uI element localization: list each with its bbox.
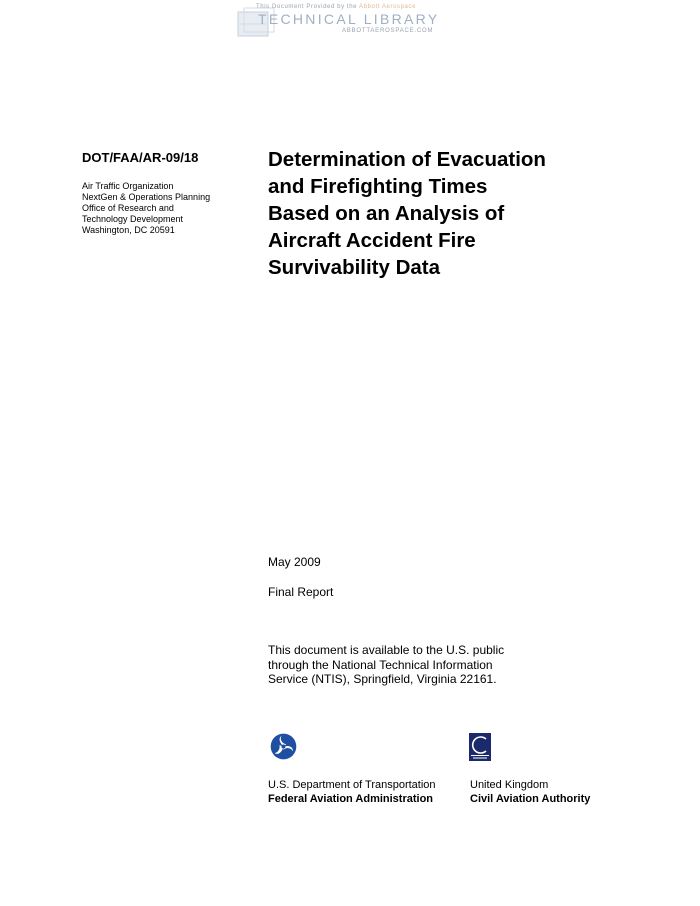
organization-line: NextGen & Operations Planning bbox=[82, 192, 211, 202]
organization-address bbox=[82, 181, 210, 236]
watermark-provided-by: This Document Provided by the Abbott Aerospace bbox=[256, 4, 417, 10]
dot-triskelion-icon bbox=[270, 733, 297, 760]
technical-library-watermark bbox=[236, 2, 456, 44]
organization-line: Washington, DC 20591 bbox=[82, 225, 175, 235]
title-line: Based on an Analysis of bbox=[268, 202, 505, 225]
availability-line: This document is available to the U.S. public bbox=[268, 643, 505, 657]
caa-attribution bbox=[470, 778, 590, 806]
caa-name: Civil Aviation Authority bbox=[470, 793, 591, 805]
availability-statement bbox=[268, 643, 504, 687]
title-line: Aircraft Accident Fire bbox=[268, 229, 476, 252]
document-title bbox=[268, 146, 648, 281]
availability-line: Service (NTIS), Springfield, Virginia 22161. bbox=[268, 672, 497, 686]
caa-country: United Kingdom bbox=[470, 779, 549, 791]
title-line: Determination of Evacuation bbox=[268, 148, 546, 171]
report-type: Final Report bbox=[268, 585, 334, 599]
caa-logo-icon bbox=[469, 733, 491, 761]
watermark-title: TECHNICAL LIBRARY bbox=[258, 11, 440, 27]
availability-line: through the National Technical Information bbox=[268, 657, 493, 672]
faa-name: Federal Aviation Administration bbox=[268, 793, 434, 805]
report-number: DOT/FAA/AR-09/18 bbox=[82, 150, 199, 165]
organization-line: Air Traffic Organization bbox=[82, 181, 174, 191]
dot-department-name: U.S. Department of Transportation bbox=[268, 779, 436, 791]
title-line: Survivability Data bbox=[268, 256, 441, 279]
publication-date: May 2009 bbox=[268, 555, 321, 569]
organization-line: Technology Development bbox=[82, 214, 184, 224]
watermark-url: ABBOTTAEROSPACE.COM bbox=[342, 28, 434, 34]
organization-line: Office of Research and bbox=[82, 203, 174, 213]
dot-attribution bbox=[268, 778, 436, 806]
title-line: and Firefighting Times bbox=[268, 175, 488, 198]
